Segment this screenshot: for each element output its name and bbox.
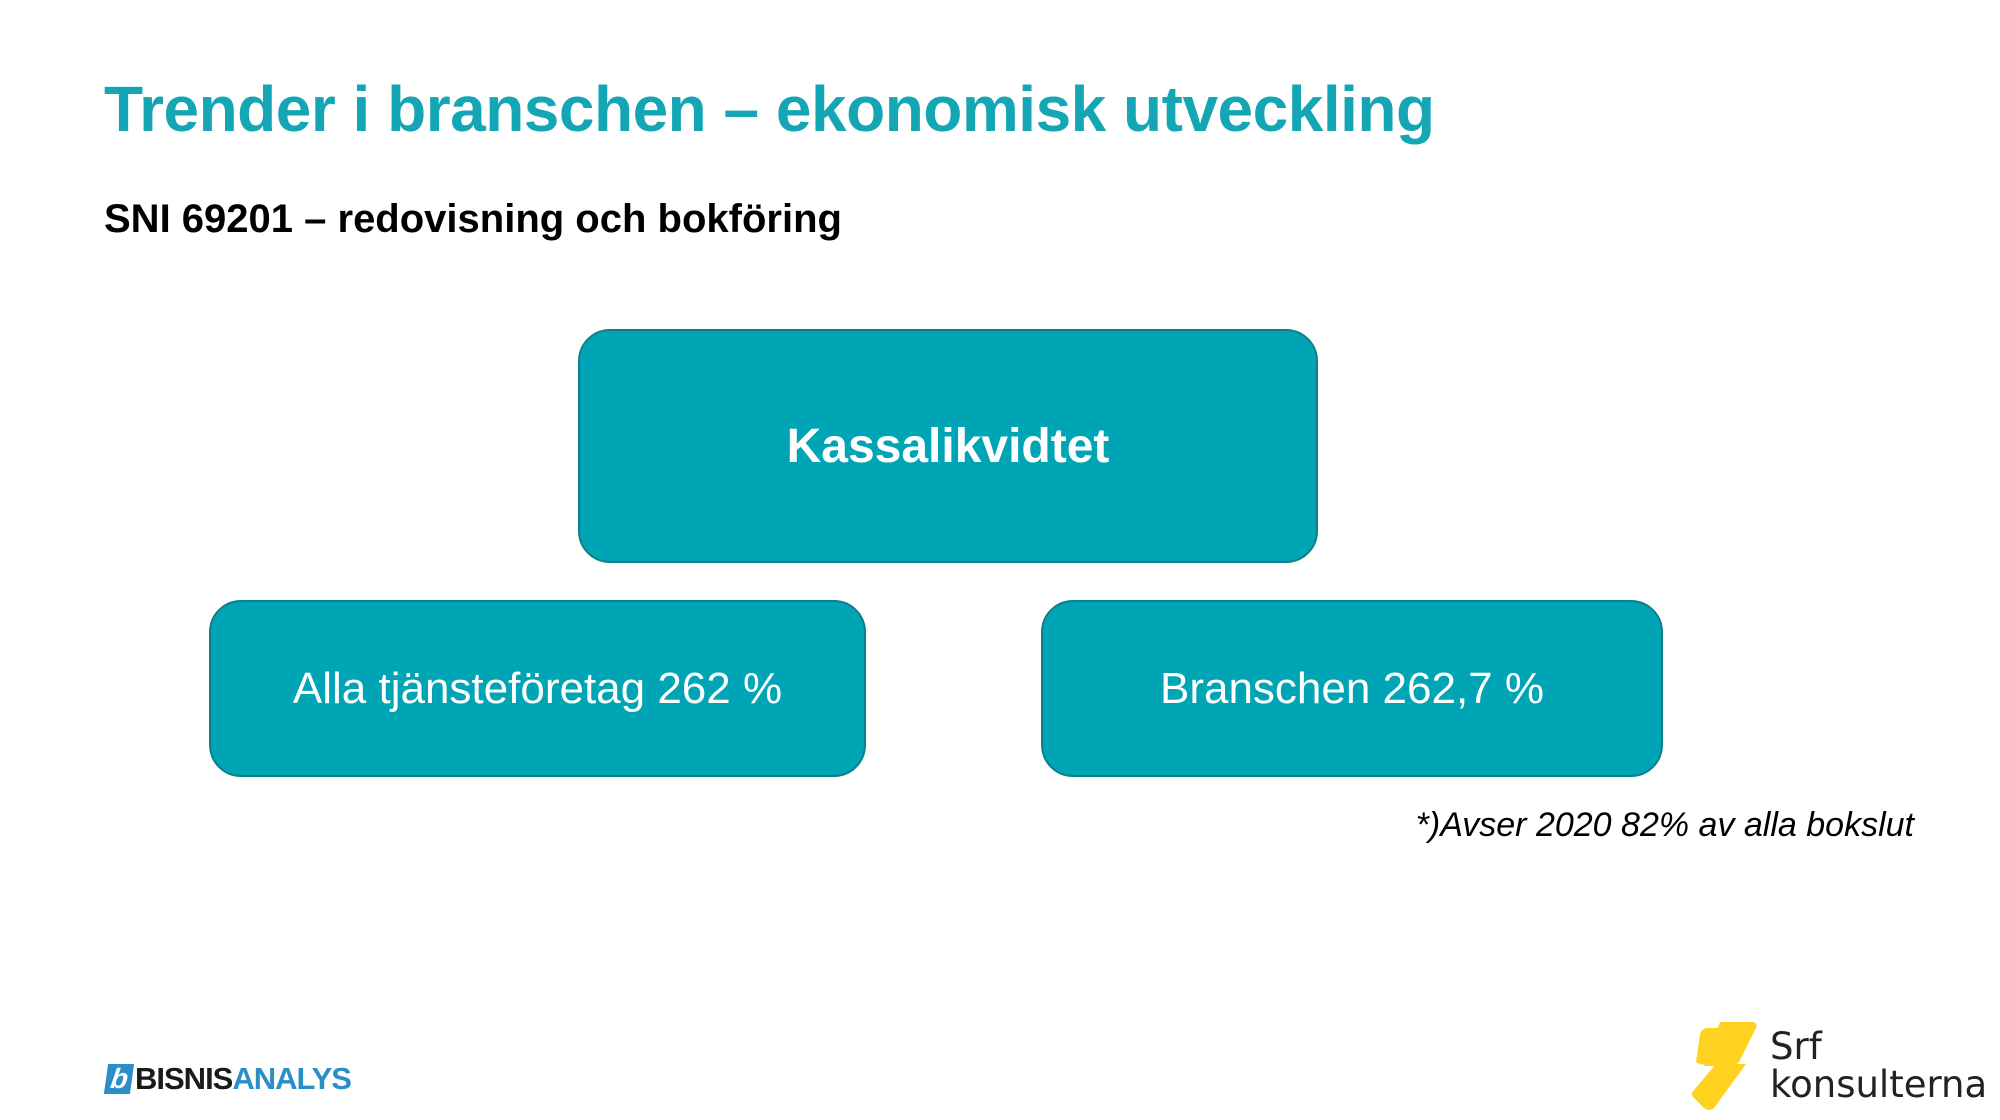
- diagram-child-box-all-services: [209, 600, 866, 777]
- slide-subtitle: SNI 69201 – redovisning och bokföring: [104, 197, 842, 241]
- slide-title: Trender i branschen – ekonomisk utveckling: [104, 73, 1435, 145]
- srf-logo-line1: Srf: [1770, 1025, 1822, 1068]
- srf-logo-text: [1770, 1025, 1988, 1106]
- srf-konsulterna-logo: [1690, 1020, 1988, 1110]
- diagram-child-box-industry: [1041, 600, 1663, 777]
- diagram-root-box: [578, 329, 1318, 563]
- srf-logo-mark-icon: [1690, 1020, 1760, 1110]
- diagram-child-label: Branschen 262,7 %: [1159, 663, 1545, 713]
- bisnis-logo-mark: b: [104, 1064, 134, 1094]
- bisnis-logo-word1: BISNIS: [135, 1061, 233, 1096]
- diagram-root-label: Kassalikvidtet: [786, 419, 1110, 473]
- footnote: *)Avser 2020 82% av alla bokslut: [1415, 806, 1914, 844]
- bisnis-logo-word2: ANALYS: [232, 1061, 351, 1096]
- diagram-child-label: Alla tjänsteföretag 262 %: [292, 663, 783, 713]
- bisnis-analys-logo: [106, 1062, 351, 1096]
- srf-logo-line2: konsulterna: [1770, 1063, 1988, 1106]
